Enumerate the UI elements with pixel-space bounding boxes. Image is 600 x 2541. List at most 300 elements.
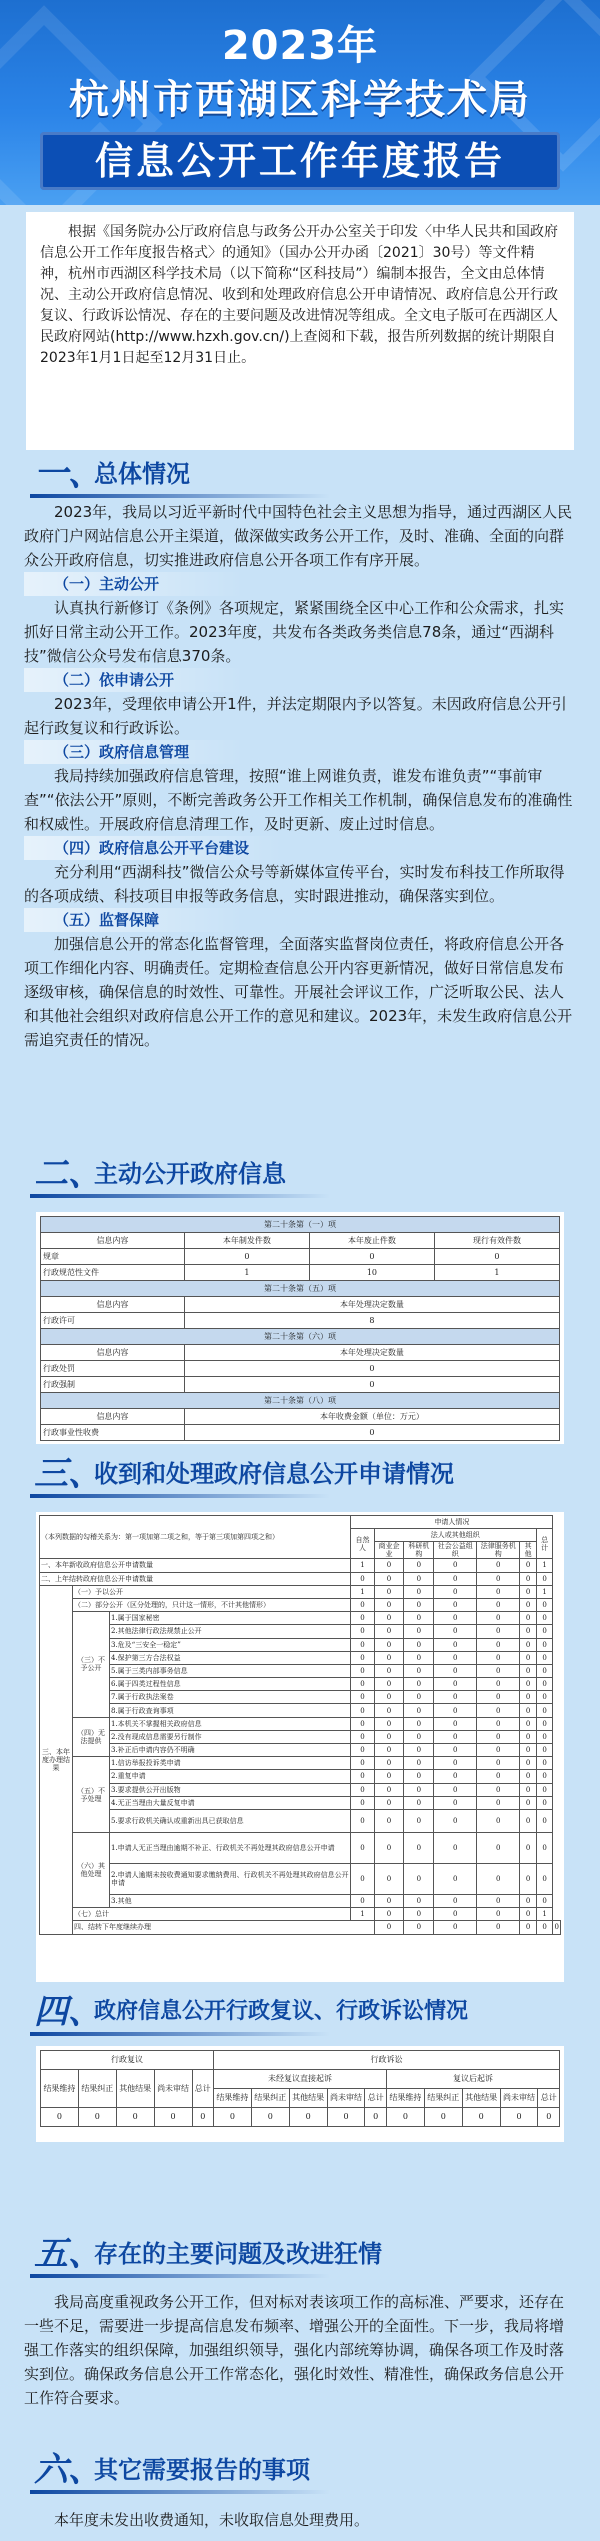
table-cell: 0 [536, 1572, 553, 1585]
table-cell: 0 [536, 1651, 553, 1664]
row-label: 5.要求行政机关确认或重新出具已获取信息 [110, 1809, 351, 1832]
row-label: 2.重复申请 [110, 1770, 351, 1783]
row-label: 5.属于三类内部事务信息 [110, 1664, 351, 1677]
table-cell: 0 [351, 1832, 374, 1863]
table-cell: 0 [351, 1863, 374, 1894]
table-cell: 0 [192, 2108, 213, 2127]
table-cell: 0 [536, 1678, 553, 1691]
table-cell: 0 [404, 1585, 434, 1598]
table-cell: 0 [477, 1730, 520, 1743]
table-cell: 0 [434, 1730, 477, 1743]
table-cell: 0 [477, 1559, 520, 1572]
table-cell: 0 [520, 1744, 537, 1757]
column-header: 其他 [520, 1542, 537, 1559]
table-cell: 0 [553, 1921, 561, 1934]
table-cell: 0 [351, 1730, 374, 1743]
table-cell: 0 [374, 1664, 404, 1677]
table-cell: 0 [477, 1638, 520, 1651]
section-underline [30, 2490, 330, 2494]
table-cell: 0 [374, 1863, 404, 1894]
table-cell: 0 [520, 1832, 537, 1863]
table-cell: 0 [184, 1377, 559, 1393]
column-header: 法人或其他组织 [374, 1529, 536, 1542]
table-cell: 0 [404, 1744, 434, 1757]
table-cell: 1 [536, 1585, 553, 1598]
table-cell: 0 [434, 1770, 477, 1783]
table-cell: 0 [520, 1612, 537, 1625]
table-cell: 0 [404, 1796, 434, 1809]
subheading: （四）政府信息公开平台建设 [24, 836, 284, 860]
improvement-body [24, 2290, 576, 2410]
row-label: 二、上年结转政府信息公开申请数量 [40, 1572, 351, 1585]
table-cell: 0 [536, 1770, 553, 1783]
row-subgroup-label: （六）其他处理 [73, 1832, 110, 1907]
column-header: 商业企业 [374, 1542, 404, 1559]
row-label: 3.要求提供公开出版物 [110, 1783, 351, 1796]
row-group-label: 三、本年度办理结果 [40, 1585, 73, 1934]
section-6-heading [0, 2448, 600, 2492]
row-label: 4.无正当理由大量反复申请 [110, 1796, 351, 1809]
table-cell: 0 [374, 1704, 404, 1717]
table-cell: 0 [520, 1757, 537, 1770]
table-band: 第二十条第（一）项 [41, 1217, 560, 1233]
table-band: 第二十条第（八）项 [41, 1393, 560, 1409]
table-cell: 0 [477, 1894, 520, 1907]
table-cell: 0 [374, 1625, 404, 1638]
table-cell: 0 [374, 1921, 404, 1934]
table-cell: 0 [520, 1783, 537, 1796]
review-litigation-table [36, 2046, 564, 2142]
table-cell: 0 [404, 1678, 434, 1691]
table-cell: 0 [404, 1783, 434, 1796]
subheading: （二）依申请公开 [24, 668, 244, 692]
table-cell: 0 [374, 1770, 404, 1783]
table-cell: 0 [520, 1691, 537, 1704]
table-cell: 0 [351, 1770, 374, 1783]
table-cell: 0 [404, 1704, 434, 1717]
column-header: 行政复议 [41, 2051, 214, 2070]
table-cell: 0 [520, 1717, 537, 1730]
column-header: 本年收费金额（单位：万元） [184, 1409, 559, 1425]
table-cell: 0 [434, 1664, 477, 1677]
table-cell: 0 [351, 1717, 374, 1730]
table-cell: 8 [184, 1313, 559, 1329]
table-cell: 0 [424, 2108, 462, 2127]
row-label: 2.申请人逾期未按收费通知要求缴纳费用、行政机关不再处理其政府信息公开申请 [110, 1863, 351, 1894]
table-cell: 0 [520, 1796, 537, 1809]
table-cell: 0 [404, 1863, 434, 1894]
table-cell: 1 [351, 1585, 374, 1598]
report-header [0, 0, 600, 205]
table-cell: 0 [434, 1638, 477, 1651]
section-1-heading [0, 452, 600, 496]
table-cell: 0 [434, 1757, 477, 1770]
table-cell: 0 [374, 1691, 404, 1704]
report-title-banner [40, 132, 560, 190]
section-number: 四、 [34, 1992, 102, 2032]
subheading: （三）政府信息管理 [24, 740, 244, 764]
table-cell: 0 [477, 1664, 520, 1677]
table-cell: 0 [477, 1744, 520, 1757]
table-cell: 0 [536, 1704, 553, 1717]
table-cell: 0 [374, 1809, 404, 1832]
section-underline [30, 1494, 330, 1498]
paragraph: 我局持续加强政府信息管理，按照“谁上网谁负责，谁发布谁负责”“事前审查”“依法公开”原则，不断完善政务公开工作相关工作机制，确保信息发布的准确性和权威性。开展政府信息清理工作，及时更新、废止过时信息。 [24, 767, 573, 833]
section-title: 收到和处理政府信息公开申请情况 [94, 1460, 454, 1488]
table-cell: 行政许可 [41, 1313, 185, 1329]
column-header: 申请人情况 [351, 1516, 553, 1529]
table-cell: 0 [374, 1744, 404, 1757]
row-label: 8.属于行政查询事项 [110, 1704, 351, 1717]
table-cell: 0 [434, 1744, 477, 1757]
column-header: 其他结果 [116, 2070, 154, 2108]
table-cell: 0 [536, 1894, 553, 1907]
table-cell: 1 [184, 1265, 309, 1281]
table-cell: 0 [374, 1783, 404, 1796]
column-header: 尚未审结 [500, 2089, 538, 2108]
table-cell: 规章 [41, 1249, 185, 1265]
column-header: 法律服务机构 [477, 1542, 520, 1559]
table-cell: 0 [520, 1894, 537, 1907]
table-cell: 0 [351, 1744, 374, 1757]
section-title: 政府信息公开行政复议、行政诉讼情况 [94, 1999, 469, 2024]
table-cell: 1 [351, 1559, 374, 1572]
table-cell: 0 [434, 1783, 477, 1796]
table-cell: 0 [500, 2108, 538, 2127]
subheading: （一）主动公开 [24, 572, 244, 596]
column-header: 自然人 [351, 1529, 374, 1559]
section-underline [30, 494, 330, 498]
table-cell: 0 [536, 1664, 553, 1677]
section-number: 五、 [34, 2234, 102, 2274]
section-underline [30, 1194, 330, 1198]
column-header: 信息内容 [41, 1345, 185, 1361]
table-cell: 0 [538, 2108, 560, 2127]
column-header: 其他结果 [289, 2089, 327, 2108]
paragraph: 我局高度重视政务公开工作，但对标对表该项工作的高标准、严要求，还存在一些不足，需要进一步提高信息发布频率、增强公开的全面性。下一步，我局将增强工作落实的组织保障，加强组织领导，强化内部统筹协调，确保各项工作及时落实到位。确保政务信息公开工作常态化，强化时效性、精准性，确保政务信息公开工作符合要求。 [24, 2293, 565, 2407]
column-header: 总计 [365, 2089, 386, 2108]
table-cell: 0 [404, 1809, 434, 1832]
table-cell: 0 [404, 1921, 434, 1934]
table-cell: 0 [374, 1585, 404, 1598]
subheading: （五）监督保障 [24, 908, 244, 932]
table-cell: 0 [434, 1832, 477, 1863]
table-cell: 0 [404, 1559, 434, 1572]
table-cell: 0 [309, 1249, 434, 1265]
table-cell: 0 [404, 1638, 434, 1651]
table-cell: 0 [374, 1638, 404, 1651]
table-cell: 0 [520, 1908, 537, 1921]
table-cell: 0 [477, 1572, 520, 1585]
table-cell: 0 [520, 1559, 537, 1572]
table-cell: 0 [434, 1625, 477, 1638]
row-label: 1.申请人无正当理由逾期不补正、行政机关不再处理其政府信息公开申请 [110, 1832, 351, 1863]
column-header: 尚未审结 [327, 2089, 365, 2108]
table-cell: 0 [213, 2108, 251, 2127]
table-cell: 0 [116, 2108, 154, 2127]
table-cell: 0 [520, 1625, 537, 1638]
table-cell: 0 [477, 1598, 520, 1611]
table-cell: 0 [434, 1796, 477, 1809]
column-header: 总计 [192, 2070, 213, 2108]
table-cell: 0 [434, 1598, 477, 1611]
row-subgroup-label: （三）不予公开 [73, 1612, 110, 1718]
table-cell: 0 [374, 1908, 404, 1921]
column-header: 未经复议直接起诉 [213, 2070, 386, 2089]
row-label: （七）总计 [73, 1908, 351, 1921]
row-label: 1.属于国家秘密 [110, 1612, 351, 1625]
table-cell: 0 [520, 1651, 537, 1664]
row-label: 7.属于行政执法案卷 [110, 1691, 351, 1704]
table-cell: 0 [78, 2108, 116, 2127]
section-title: 存在的主要问题及改进狂情 [94, 2240, 382, 2268]
table-cell: 0 [536, 1598, 553, 1611]
paragraph: 2023年，我局以习近平新时代中国特色社会主义思想为指导，通过西湖区人民政府门户网站信息公开主渠道，做深做实政务公开工作，及时、准确、全面的向群众公开政府信息，切实推进政府信息公开各项工作有序开展。 [24, 503, 573, 569]
row-label: 3.其他 [110, 1894, 351, 1907]
section-title: 总体情况 [94, 460, 190, 488]
table-cell: 0 [374, 1757, 404, 1770]
section-title: 其它需要报告的事项 [94, 2456, 310, 2484]
table-cell: 行政规范性文件 [41, 1265, 185, 1281]
table-cell: 0 [184, 1425, 559, 1441]
table-cell: 0 [374, 1559, 404, 1572]
row-label: 1.信访举报投诉类申请 [110, 1757, 351, 1770]
table-cell: 0 [434, 1572, 477, 1585]
table-cell: 0 [536, 1796, 553, 1809]
table-cell: 0 [434, 1863, 477, 1894]
row-label: 2.其他法律行政法规禁止公开 [110, 1625, 351, 1638]
table-cell: 0 [374, 1832, 404, 1863]
table-cell: 0 [184, 1361, 559, 1377]
row-label: 2.没有现成信息需要另行制作 [110, 1730, 351, 1743]
table-cell: 0 [404, 1598, 434, 1611]
section-number: 一、 [34, 454, 102, 494]
table-cell: 0 [477, 1809, 520, 1832]
table-cell: 0 [404, 1691, 434, 1704]
table-cell: 0 [154, 2108, 192, 2127]
column-header: 结果维持 [41, 2070, 79, 2108]
proactive-disclosure-table [36, 1212, 564, 1444]
section-5-heading [0, 2232, 600, 2276]
table-cell: 0 [520, 1678, 537, 1691]
table-cell: 0 [434, 1894, 477, 1907]
table-cell: 0 [386, 2108, 424, 2127]
report-title: 信息公开工作年度报告 [94, 139, 505, 183]
column-header: 总计 [536, 1529, 553, 1559]
table-cell: 1 [536, 1908, 553, 1921]
table-cell: 0 [536, 1921, 553, 1934]
table-cell: 0 [536, 1730, 553, 1743]
paragraph: 2023年，受理依申请公开1件，并法定期限内予以答复。未因政府信息公开引起行政复议和行政诉讼。 [24, 695, 567, 737]
table-cell: 0 [477, 1678, 520, 1691]
table-cell: 0 [374, 1572, 404, 1585]
section-number: 二、 [34, 1154, 102, 1194]
column-header: 行政诉讼 [213, 2051, 559, 2070]
table-cell: 0 [520, 1704, 537, 1717]
table-cell: 0 [404, 1757, 434, 1770]
table-cell: 0 [536, 1863, 553, 1894]
column-header: 科研机构 [404, 1542, 434, 1559]
table-cell: 0 [351, 1598, 374, 1611]
table-cell: 0 [434, 1717, 477, 1730]
table-cell: 0 [351, 1651, 374, 1664]
table-cell: 0 [327, 2108, 365, 2127]
intro-paragraph: 根据《国务院办公厅政府信息与政务公开办公室关于印发〈中华人民共和国政府信息公开工作年度报告格式〉的通知》（国办公开办函〔2021〕30号）等文件精神，杭州市西湖区科学技术局（以下简称“区科技局”）编制本报告，全文由总体情况、主动公开政府信息情况、收到和处理政府信息公开申请情况、政府信息公开行政复议、行政诉讼情况、存在的主要问题及改进情况等组成。全文电子版可在西湖区人民政府网站(http://www.hzxh.gov.cn/)上查阅和下载，报告所列数据的统计期限自2023年1月1日起至12月31日止。 [26, 212, 574, 450]
table-cell: 0 [536, 1757, 553, 1770]
section-2-heading [0, 1152, 600, 1196]
table-cell: 0 [434, 1559, 477, 1572]
section-3-heading [0, 1452, 600, 1496]
table-cell: 0 [520, 1638, 537, 1651]
table-cell: 0 [462, 2108, 500, 2127]
section-number: 六、 [34, 2450, 102, 2490]
column-header: 结果维持 [386, 2089, 424, 2108]
table-cell: 0 [536, 1625, 553, 1638]
table-cell: 0 [536, 1832, 553, 1863]
table-cell: 0 [536, 1691, 553, 1704]
table-cell: 0 [404, 1651, 434, 1664]
table-cell: 0 [351, 1691, 374, 1704]
table-cell: 0 [404, 1625, 434, 1638]
table-cell: 0 [477, 1832, 520, 1863]
table-cell: 0 [434, 1704, 477, 1717]
section-underline [30, 2032, 330, 2036]
table-cell: 0 [520, 1598, 537, 1611]
table-cell: 0 [351, 1783, 374, 1796]
table-cell: 0 [434, 1249, 559, 1265]
table-cell: 行政强制 [41, 1377, 185, 1393]
application-handling-table [36, 1512, 564, 1982]
table-cell: 0 [434, 1691, 477, 1704]
paragraph: 加强信息公开的常态化监督管理，全面落实监督岗位责任，将政府信息公开各项工作细化内容、明确责任。定期检查信息公开内容更新情况，做好日常信息发布逐级审核，确保信息的时效性、可靠性。开展社会评议工作，广泛听取公民、法人和其他社会组织对政府信息公开工作的意见和建议。2023年，未发生政府信息公开需追究责任的情况。 [24, 935, 573, 1049]
table-cell: 0 [351, 1894, 374, 1907]
table-cell: 0 [251, 2108, 289, 2127]
row-label: 四、结转下年度继续办理 [73, 1921, 375, 1934]
table-cell: 0 [365, 2108, 386, 2127]
table-cell: 0 [351, 1572, 374, 1585]
table-cell: 0 [477, 1921, 520, 1934]
paragraph: 充分利用“西湖科技”微信公众号等新媒体宣传平台，实时发布科技工作所取得的各项成绩、科技项目申报等政务信息，实时跟进推动，确保落实到位。 [24, 863, 565, 905]
column-header: 复议后起诉 [386, 2070, 559, 2089]
column-header: 本年制发件数 [184, 1233, 309, 1249]
table-cell: 0 [434, 1678, 477, 1691]
row-label: （二）部分公开（区分处理的，只计这一情形，不计其他情形） [73, 1598, 351, 1611]
table-cell: 0 [520, 1863, 537, 1894]
column-header: 本年处理决定数量 [184, 1345, 559, 1361]
table-cell: 0 [404, 1572, 434, 1585]
table-cell: 0 [520, 1572, 537, 1585]
table-cell: 0 [434, 1921, 477, 1934]
table-cell: 0 [374, 1894, 404, 1907]
report-year: 2023年 [221, 23, 379, 69]
table-cell: 0 [374, 1730, 404, 1743]
table-cell: 0 [374, 1717, 404, 1730]
section-4-heading [0, 1990, 600, 2034]
column-header: 结果纠正 [78, 2070, 116, 2108]
table-cell: 0 [404, 1894, 434, 1907]
table-cell: 0 [404, 1908, 434, 1921]
table-cell: 0 [520, 1730, 537, 1743]
table-cell: 0 [374, 1612, 404, 1625]
table-cell: 0 [477, 1704, 520, 1717]
table-cell: 0 [351, 1664, 374, 1677]
column-header: 信息内容 [41, 1233, 185, 1249]
table-cell: 0 [520, 1921, 537, 1934]
row-label: 4.保护第三方合法权益 [110, 1651, 351, 1664]
section-title: 主动公开政府信息 [94, 1160, 286, 1188]
table-cell: 0 [41, 2108, 79, 2127]
table-cell: 0 [536, 1638, 553, 1651]
table-cell: 0 [434, 1612, 477, 1625]
table-cell: 0 [374, 1796, 404, 1809]
table-cell: 行政事业性收费 [41, 1425, 185, 1441]
table-cell: 0 [404, 1612, 434, 1625]
row-label: 3.补正后申请内容仍不明确 [110, 1744, 351, 1757]
section-underline [30, 2274, 330, 2278]
table-cell: 0 [434, 1809, 477, 1832]
report-org: 杭州市西湖区科学技术局 [69, 77, 531, 123]
column-header: 本年废止件数 [309, 1233, 434, 1249]
row-label: （一）予以公开 [73, 1585, 351, 1598]
table-cell: 0 [374, 1651, 404, 1664]
table-cell: 0 [477, 1625, 520, 1638]
table-cell: 0 [184, 1249, 309, 1265]
table-cell: 0 [477, 1651, 520, 1664]
table-cell: 0 [404, 1717, 434, 1730]
table-cell: 0 [477, 1757, 520, 1770]
column-header: 尚未审结 [154, 2070, 192, 2108]
table-cell: 0 [477, 1717, 520, 1730]
table-cell: 0 [404, 1730, 434, 1743]
table-cell: 1 [434, 1265, 559, 1281]
table-cell: 0 [351, 1612, 374, 1625]
column-header: 总计 [538, 2089, 560, 2108]
column-header: 信息内容 [41, 1297, 185, 1313]
overview-body [24, 500, 576, 1200]
table-cell: 1 [536, 1559, 553, 1572]
section-number: 三、 [34, 1454, 102, 1494]
table-band: 第二十条第（五）项 [41, 1281, 560, 1297]
table-cell: 0 [351, 1625, 374, 1638]
table-cell: 0 [351, 1796, 374, 1809]
column-header: 本年处理决定数量 [184, 1297, 559, 1313]
paragraph: 本年度未发出收费通知，未收取信息处理费用。 [54, 2511, 370, 2529]
table-cell: 0 [404, 1832, 434, 1863]
table-cell: 0 [536, 1612, 553, 1625]
column-header: 现行有效件数 [434, 1233, 559, 1249]
row-label: 1.本机关不掌握相关政府信息 [110, 1717, 351, 1730]
column-header: 信息内容 [41, 1409, 185, 1425]
table-cell: 0 [520, 1809, 537, 1832]
column-header: 结果纠正 [424, 2089, 462, 2108]
table-cell: 0 [536, 1717, 553, 1730]
table-cell: 0 [536, 1783, 553, 1796]
table-cell: 0 [374, 1678, 404, 1691]
column-header: 其他结果 [462, 2089, 500, 2108]
table-cell: 0 [374, 1598, 404, 1611]
table-cell: 0 [351, 1678, 374, 1691]
row-label: 6.属于四类过程性信息 [110, 1678, 351, 1691]
table-cell: 0 [351, 1704, 374, 1717]
row-subgroup-label: （四）无法提供 [73, 1717, 110, 1757]
other-matters-body [24, 2508, 576, 2532]
table-cell: 0 [434, 1585, 477, 1598]
table-cell: 0 [520, 1585, 537, 1598]
table-cell: 0 [477, 1863, 520, 1894]
table-cell: 0 [520, 1664, 537, 1677]
table-cell: 10 [309, 1265, 434, 1281]
column-header: 社会公益组织 [434, 1542, 477, 1559]
